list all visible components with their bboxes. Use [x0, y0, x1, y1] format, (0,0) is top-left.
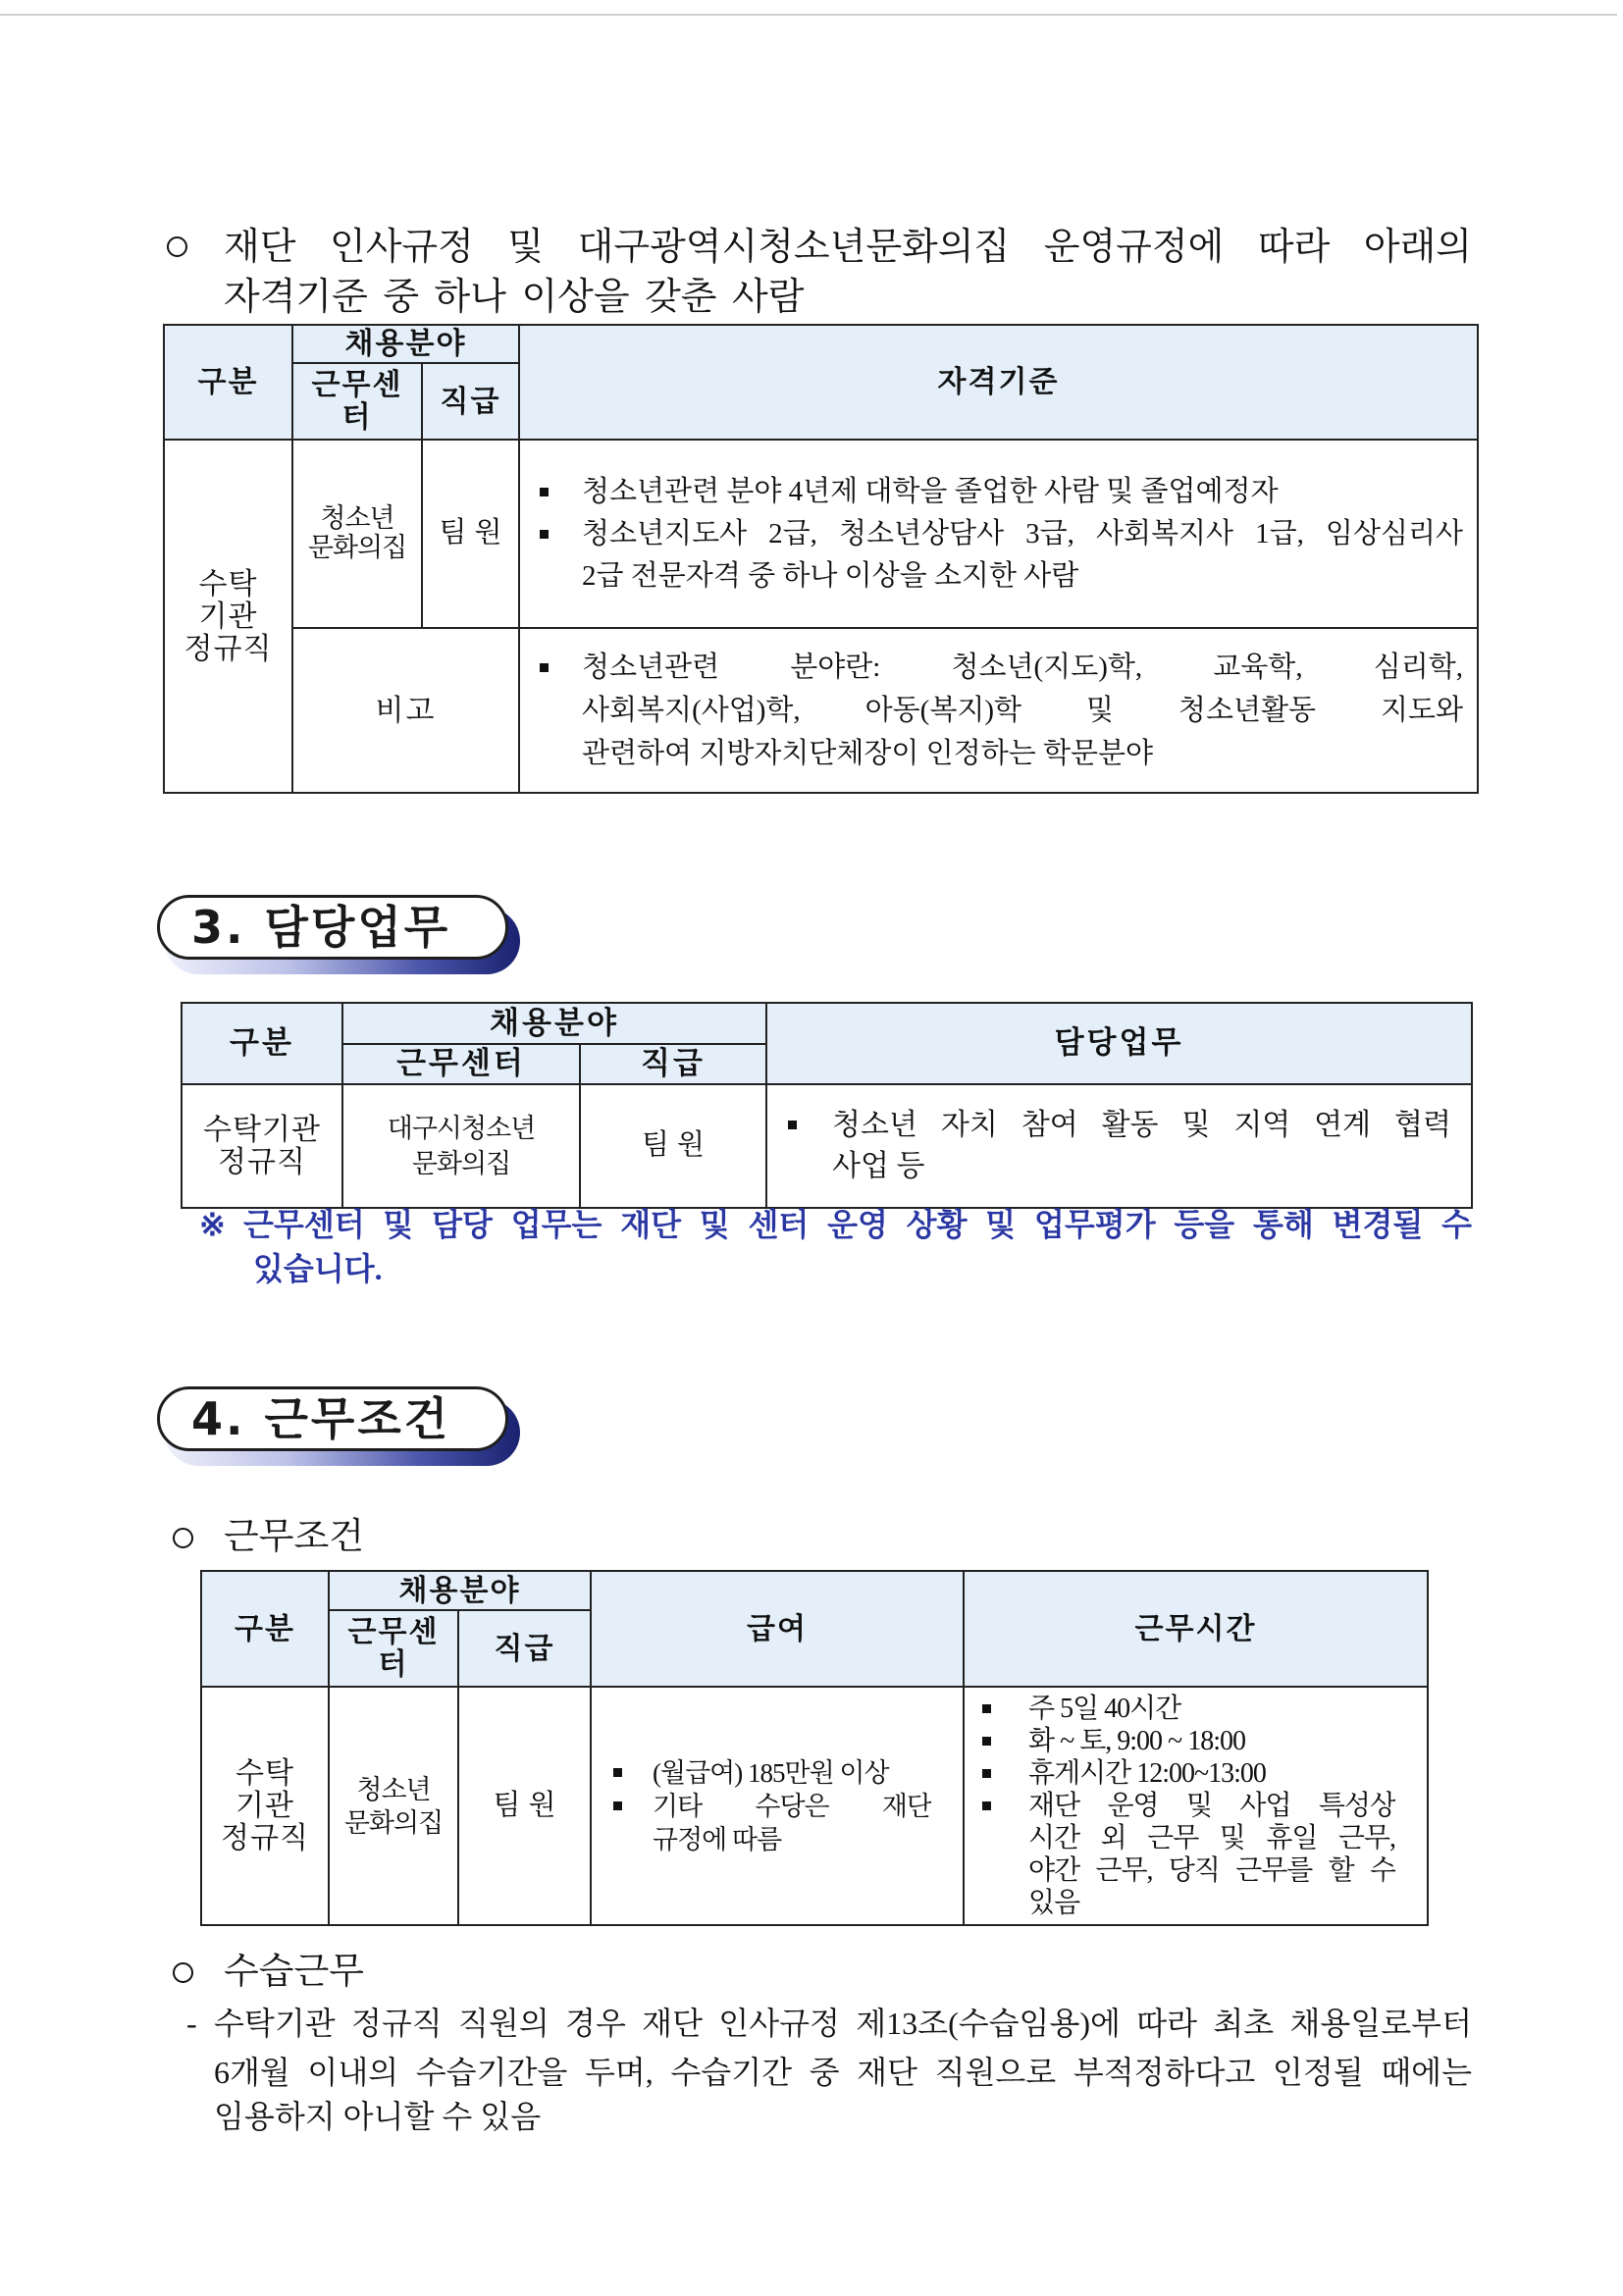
- header-center: [292, 363, 422, 440]
- category-line: 수탁: [236, 1757, 294, 1790]
- table-header-row: [164, 325, 1478, 363]
- header-center-line: 터: [378, 1648, 409, 1681]
- square-bullet-icon: [982, 1769, 991, 1778]
- header-salary: 급여: [591, 1571, 964, 1687]
- header-field: 채용분야: [342, 1003, 766, 1044]
- center-cell: [292, 440, 422, 628]
- hours-cell: [964, 1687, 1428, 1925]
- table-row: [164, 440, 1478, 628]
- center-line: 문화의집: [411, 1149, 511, 1178]
- square-bullet-icon: [982, 1704, 991, 1713]
- conditions-table: [200, 1570, 1429, 1926]
- square-bullet-icon: [788, 1121, 797, 1129]
- bullet-text: [582, 513, 1463, 598]
- square-bullet-icon: [540, 488, 549, 496]
- header-hours: 근무시간: [964, 1571, 1428, 1687]
- bullet-text: [1028, 1790, 1395, 1919]
- header-field: 채용분야: [292, 325, 519, 363]
- table-header-row: [182, 1003, 1472, 1044]
- remarks-cell: [519, 628, 1478, 793]
- bullet-line: 2급 전문자격 중 하나 이상을 소지한 사람: [582, 559, 1079, 592]
- section-heading-text: 3. 담당업무: [191, 901, 451, 954]
- bullet-line: 청소년관련 분야 4년제 대학을 졸업한 사람 및 졸업예정자: [582, 475, 1279, 507]
- table-row: [164, 628, 1478, 793]
- hours-bullet: [965, 1693, 1395, 1725]
- salary-bullet: [592, 1790, 931, 1856]
- header-center-line: 근무센: [347, 1616, 440, 1648]
- header-category: 구분: [164, 325, 292, 440]
- bullet-line: 휴게시간 12:00~13:00: [1028, 1758, 1266, 1789]
- bullet-text: [582, 646, 1463, 775]
- header-center: 근무센터: [342, 1044, 580, 1084]
- section-heading: [157, 1386, 508, 1451]
- circle-bullet-icon: [167, 236, 187, 257]
- center-line: 청소년: [320, 503, 394, 534]
- bullet-text: [1028, 1693, 1395, 1725]
- header-criteria: 자격기준: [519, 325, 1478, 440]
- category-line: 기관: [198, 600, 258, 633]
- header-center-line: 근무센: [311, 369, 403, 401]
- header-category: 구분: [201, 1571, 329, 1687]
- remarks-label: 비고: [292, 628, 519, 793]
- probation-line: 임용하지 아니할 수 있음: [214, 2099, 542, 2134]
- category-line: 수탁: [198, 567, 258, 600]
- header-position: 직급: [580, 1044, 766, 1084]
- position-cell: 팀원: [580, 1084, 766, 1208]
- table-header-row: [201, 1571, 1428, 1610]
- category-cell: [182, 1084, 342, 1208]
- category-line: 정규직: [221, 1822, 309, 1854]
- position-cell: 팀원: [458, 1687, 591, 1925]
- circle-bullet-icon: [173, 1528, 193, 1548]
- header-center: [329, 1610, 458, 1687]
- header-center-line: 터: [341, 401, 373, 434]
- center-line: 청소년: [356, 1774, 431, 1804]
- category-cell: [164, 440, 292, 793]
- duty-cell: [766, 1084, 1472, 1208]
- bullet-text: [653, 1790, 931, 1856]
- salary-cell: [591, 1687, 964, 1925]
- note-line: 있습니다.: [253, 1251, 383, 1286]
- center-cell: [329, 1687, 458, 1925]
- section-heading: [157, 895, 508, 960]
- square-bullet-icon: [613, 1801, 622, 1810]
- center-cell: [342, 1084, 580, 1208]
- salary-bullet: [592, 1756, 931, 1790]
- header-field: 채용분야: [329, 1571, 591, 1610]
- criteria-bullet: [520, 471, 1463, 513]
- intro-line: 재단 인사규정 및 대구광역시청소년문화의집 운영규정에 따라 아래의: [224, 227, 1472, 268]
- bullet-text: [653, 1756, 931, 1790]
- bullet-line: 있음: [1028, 1888, 1080, 1918]
- center-line: 문화의집: [343, 1807, 444, 1838]
- header-position: 직급: [458, 1610, 591, 1687]
- criteria-cell: [519, 440, 1478, 628]
- probation-line: 수탁기관 정규직 직원의 경우 재단 인사규정 제13조(수습임용)에 따라 최초 채용일로부터: [214, 2006, 1472, 2041]
- square-bullet-icon: [540, 530, 549, 539]
- intro-line: 자격기준 중 하나 이상을 갖춘 사람: [224, 277, 805, 318]
- category-line: 정규직: [218, 1146, 306, 1178]
- square-bullet-icon: [982, 1737, 991, 1746]
- square-bullet-icon: [982, 1801, 991, 1810]
- bullet-text: [582, 471, 1463, 513]
- duty-bullet: [767, 1105, 1451, 1187]
- center-line: 대구시청소년: [387, 1114, 536, 1143]
- bullet-line: 사회복지(사업)학, 아동(복지)학 및 청소년활동 지도와: [582, 695, 1464, 726]
- square-bullet-icon: [540, 663, 549, 672]
- bullet-text: [1028, 1757, 1395, 1790]
- hours-bullet: [965, 1790, 1395, 1919]
- bullet-line: 기타 수당은 재단: [653, 1791, 932, 1821]
- header-category: 구분: [182, 1003, 342, 1084]
- category-line: 정규직: [183, 632, 273, 665]
- header-duty: 담당업무: [766, 1003, 1472, 1084]
- table-row: [182, 1084, 1472, 1208]
- bullet-line: 야간 근무, 당직 근무를 할 수: [1028, 1855, 1396, 1886]
- section-heading-text: 4. 근무조건: [191, 1392, 451, 1445]
- position-cell: 팀원: [422, 440, 519, 628]
- qualification-table: [163, 324, 1479, 794]
- bullet-line: (월급여) 185만원 이상: [653, 1757, 889, 1788]
- center-line: 문화의집: [307, 533, 407, 562]
- bullet-line: 사업 등: [832, 1150, 925, 1182]
- hours-bullet: [965, 1757, 1395, 1790]
- top-rule: [0, 14, 1617, 16]
- bullet-line: 청소년관련 분야란: 청소년(지도)학, 교육학, 심리학,: [582, 652, 1464, 683]
- bullet-line: 관련하여 지방자치단체장이 인정하는 학문분야: [582, 738, 1154, 769]
- table-row: [201, 1687, 1428, 1925]
- criteria-bullet: [520, 513, 1463, 598]
- bullet-line: 주 5일 40시간: [1028, 1694, 1181, 1724]
- bullet-line: 화 ~ 토, 9:00 ~ 18:00: [1028, 1726, 1245, 1756]
- header-position: 직급: [422, 363, 519, 440]
- bullet-line: 청소년지도사 2급, 청소년상담사 3급, 사회복지사 1급, 임상심리사: [582, 517, 1464, 549]
- hours-bullet: [965, 1725, 1395, 1757]
- bullet-line: 재단 운영 및 사업 특성상: [1028, 1791, 1396, 1821]
- bullet-text: [832, 1105, 1451, 1187]
- remarks-bullet: [520, 646, 1463, 775]
- bullet-text: [1028, 1725, 1395, 1757]
- subsection-title: 근무조건: [224, 1517, 364, 1557]
- category-cell: [201, 1687, 329, 1925]
- category-line: 기관: [236, 1790, 294, 1822]
- probation-line: 6개월 이내의 수습기간을 두며, 수습기간 중 재단 직원으로 부적정하다고 인정될 때에는: [214, 2055, 1472, 2090]
- category-line: 수탁기관: [203, 1114, 321, 1146]
- bullet-line: 청소년 자치 참여 활동 및 지역 연계 협력: [832, 1109, 1452, 1141]
- subsection-title: 수습근무: [224, 1952, 364, 1992]
- dash-marker: -: [186, 2006, 197, 2041]
- note-line: 근무센터 및 담당 업무는 재단 및 센터 운영 상황 및 업무평가 등을 통해 변경될 수: [243, 1207, 1472, 1242]
- bullet-line: 시간 외 근무 및 휴일 근무,: [1028, 1823, 1396, 1853]
- duty-table: [181, 1002, 1473, 1209]
- bullet-line: 규정에 따름: [653, 1824, 782, 1854]
- circle-bullet-icon: [173, 1962, 193, 1983]
- square-bullet-icon: [613, 1768, 622, 1777]
- note-mark: ※: [199, 1207, 226, 1242]
